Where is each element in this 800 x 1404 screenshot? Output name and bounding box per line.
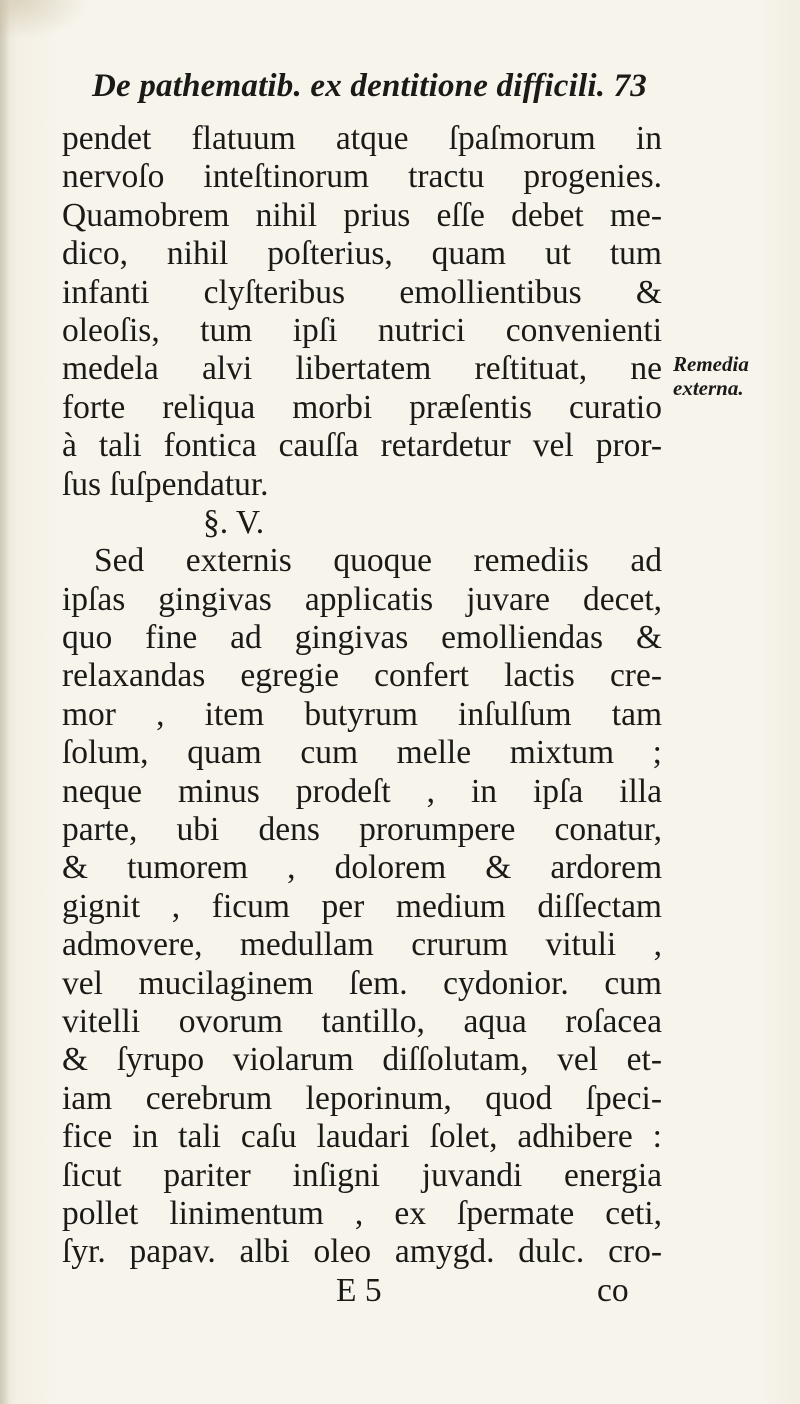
text-line: Sed externis quoque remediis ad	[94, 542, 662, 580]
text-line: parte, ubi dens prorumpere conatur,	[62, 811, 662, 849]
section-heading: §. V.	[203, 503, 265, 541]
text-line: vitelli ovorum tantillo, aqua roſacea	[62, 1002, 662, 1040]
text-line: dico, nihil poſterius, quam ut tum	[62, 235, 662, 273]
text-line: à tali fontica cauſſa retardetur vel pror-	[62, 427, 662, 465]
margin-note	[673, 352, 749, 400]
text-line: oleoſis, tum ipſi nutrici convenienti	[62, 311, 662, 349]
page-footer	[62, 1272, 662, 1310]
page-number: 73	[613, 68, 648, 104]
text-line: quo fine ad gingivas emolliendas &	[62, 619, 662, 657]
catchword: co	[597, 1271, 629, 1309]
text-line: nervoſo inteſtinorum tractu progenies.	[62, 158, 662, 196]
text-line: pendet flatuum atque ſpaſmorum in	[62, 120, 662, 157]
text-line: admovere, medullam crurum vituli ,	[62, 926, 662, 964]
text-line: ſyr. papav. albi oleo amygd. dulc. cro-	[62, 1233, 662, 1271]
text-line: relaxandas egregie confert lactis cre-	[62, 657, 662, 695]
text-line: & ſyrupo violarum diſſolutam, vel et-	[62, 1041, 662, 1079]
body-text	[62, 120, 662, 1310]
text-line: vel mucilaginem ſem. cydonior. cum	[62, 964, 662, 1002]
text-line: ſicut pariter inſigni juvandi energia	[62, 1156, 662, 1194]
running-head	[92, 68, 647, 105]
text-line: ſus ſuſpendatur.	[62, 465, 269, 503]
text-line: infanti clyſteribus emollientibus &	[62, 273, 662, 311]
text-line: iam cerebrum leporinum, quod ſpeci-	[62, 1079, 662, 1117]
text-line: ſolum, quam cum melle mixtum ;	[62, 734, 662, 772]
text-line: pollet linimentum , ex ſpermate ceti,	[62, 1194, 662, 1232]
text-line: ipſas gingivas applicatis juvare decet,	[62, 580, 662, 618]
margin-note-line: externa.	[673, 376, 744, 400]
text-line: neque minus prodeſt , in ipſa illa	[62, 772, 662, 810]
margin-note-line: Remedia	[673, 352, 749, 376]
gutter-shadow	[0, 0, 10, 1404]
text-line: gignit , ficum per medium diſſectam	[62, 887, 662, 925]
running-head-title: De pathematib. ex dentitione difficili.	[92, 68, 606, 104]
text-line: Quamobrem nihil prius eſſe debet me-	[62, 196, 662, 234]
text-line: medela alvi libertatem reſtituat, ne	[62, 350, 662, 388]
text-line: mor , item butyrum inſulſum tam	[62, 695, 662, 733]
text-line: forte reliqua morbi præſentis curatio	[62, 388, 662, 426]
paper-stain	[0, 0, 90, 40]
signature-mark: E 5	[336, 1271, 382, 1309]
text-line: fice in tali caſu laudari ſolet, adhibere :	[62, 1118, 662, 1156]
text-line: & tumorem , dolorem & ardorem	[62, 849, 662, 887]
